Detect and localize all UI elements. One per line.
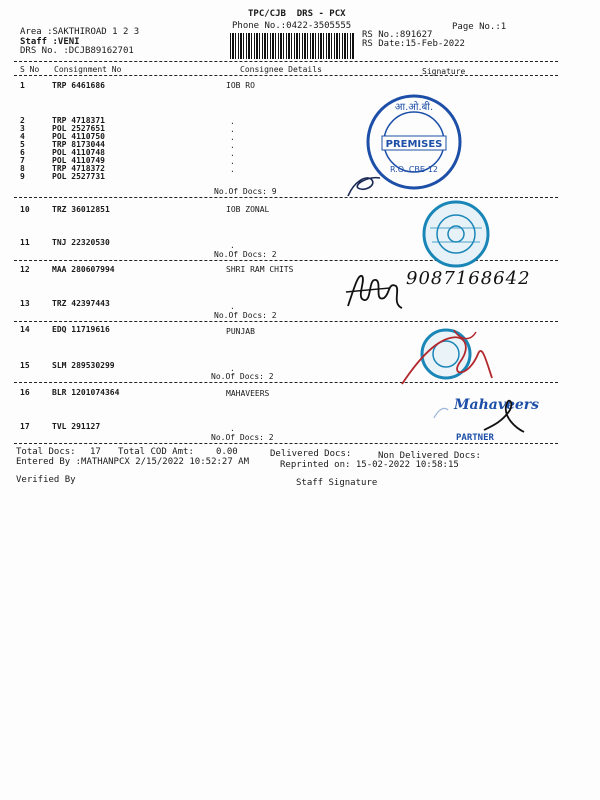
zonal-stamp [420, 198, 492, 270]
row-consignment: SLM 289530299 [52, 361, 115, 370]
rs-number: RS No.:891627 [362, 30, 433, 40]
row-consignment: TRP 4718371 [52, 116, 105, 125]
partner-label: PARTNER [456, 433, 494, 443]
consignee-name: IOB ZONAL [226, 205, 270, 214]
consignee-name: SHRI RAM CHITS [226, 265, 294, 274]
no-of-docs: No.Of Docs: 9 [214, 187, 277, 196]
drs-number: DRS No. :DCJB89162701 [20, 46, 134, 56]
total-docs-label: Total Docs: [16, 447, 76, 457]
consignee-name: IOB RO [226, 81, 255, 90]
row-consignment: TRP 8173044 [52, 140, 105, 149]
stamp-office-code: R.O. CBE-12 [389, 165, 439, 174]
svg-text:आ.ओ.बी.: आ.ओ.बी. [394, 102, 434, 113]
column-header-sno: S No [20, 65, 40, 74]
row-consignment: TRZ 42397443 [52, 299, 110, 308]
non-delivered-docs-label: Non Delivered Docs: [378, 451, 481, 461]
delivered-docs-label: Delivered Docs: [270, 449, 352, 459]
row-consignment: TRP 4718372 [52, 164, 105, 173]
staff: Staff :VENI [20, 37, 80, 47]
row-consignment: EDQ 11719616 [52, 325, 110, 334]
row-sno: 14 [20, 325, 30, 334]
row-sno: 10 [20, 205, 30, 214]
column-header-consignee: Consignee Details [240, 65, 322, 74]
row-consignment: TRP 6461686 [52, 81, 105, 90]
row-sno: 12 [20, 265, 30, 274]
total-docs-value: 17 [90, 447, 101, 457]
row-consignment: TVL 291127 [52, 422, 101, 431]
dot-marker: . [230, 241, 235, 250]
handwritten-initial [344, 170, 384, 200]
document-title: TPC/CJB DRS - PCX [248, 9, 346, 19]
mahaveers-stamp: Mahaveers [454, 397, 540, 413]
row-sno: 17 [20, 422, 30, 431]
row-consignment: POL 2527731 [52, 172, 105, 181]
no-of-docs: No.Of Docs: 2 [211, 433, 274, 442]
divider [14, 75, 558, 76]
staff-signature-label: Staff Signature [296, 478, 378, 488]
row-sno: 15 [20, 361, 30, 370]
signature-scribble [344, 268, 406, 312]
dot-marker: . [230, 302, 235, 311]
row-sno: 9 [20, 172, 25, 181]
row-sno: 13 [20, 299, 30, 308]
row-consignment: BLR 1201074364 [52, 388, 120, 397]
row-sno: 5 [20, 140, 25, 149]
divider [14, 443, 558, 444]
row-consignment: POL 4110748 [52, 148, 105, 157]
row-consignment: POL 2527651 [52, 124, 105, 133]
total-cod-label: Total COD Amt: [118, 447, 194, 457]
no-of-docs: No.Of Docs: 2 [211, 372, 274, 381]
total-cod-value: 0.00 [216, 447, 238, 457]
row-sno: 6 [20, 148, 25, 157]
page-number: Page No.:1 [452, 22, 507, 32]
row-sno: 2 [20, 116, 25, 125]
area: Area :SAKTHIROAD 1 2 3 [20, 27, 140, 37]
row-sno: 11 [20, 238, 30, 247]
row-sno: 1 [20, 81, 25, 90]
handwritten-phone: 9087168642 [406, 268, 531, 289]
row-sno: 3 [20, 124, 25, 133]
no-of-docs: No.Of Docs: 2 [214, 311, 277, 320]
rs-date: RS Date:15-Feb-2022 [362, 39, 465, 49]
no-of-docs: No.Of Docs: 2 [214, 250, 277, 259]
row-sno: 4 [20, 132, 25, 141]
column-header-consignment: Consignment No [54, 65, 122, 74]
row-sno: 8 [20, 164, 25, 173]
consignee-name: PUNJAB [226, 327, 255, 336]
row-consignment: MAA 280607994 [52, 265, 115, 274]
dot-markers: . . . . . . . [230, 117, 235, 174]
row-consignment: POL 4110749 [52, 156, 105, 165]
divider [14, 61, 558, 62]
barcode [230, 33, 354, 59]
punjab-stamp [398, 320, 498, 390]
row-consignment: TNJ 22320530 [52, 238, 110, 247]
dot-marker: . [230, 364, 235, 373]
dot-marker: . [230, 424, 235, 433]
row-sno: 7 [20, 156, 25, 165]
verified-by: Verified By [16, 475, 76, 485]
row-sno: 16 [20, 388, 30, 397]
column-header-signature: Signature [422, 67, 466, 76]
row-consignment: TRZ 36012851 [52, 205, 110, 214]
stamp-premises-text: PREMISES [385, 139, 443, 150]
phone-number: Phone No.:0422-3505555 [232, 21, 352, 31]
entered-by: Entered By :MATHANPCX 2/15/2022 10:52:27 AM [16, 457, 249, 467]
row-consignment: POL 4110750 [52, 132, 105, 141]
reprinted-on: Reprinted on: 15-02-2022 10:58:15 [280, 460, 459, 470]
consignee-name: MAHAVEERS [226, 389, 270, 398]
